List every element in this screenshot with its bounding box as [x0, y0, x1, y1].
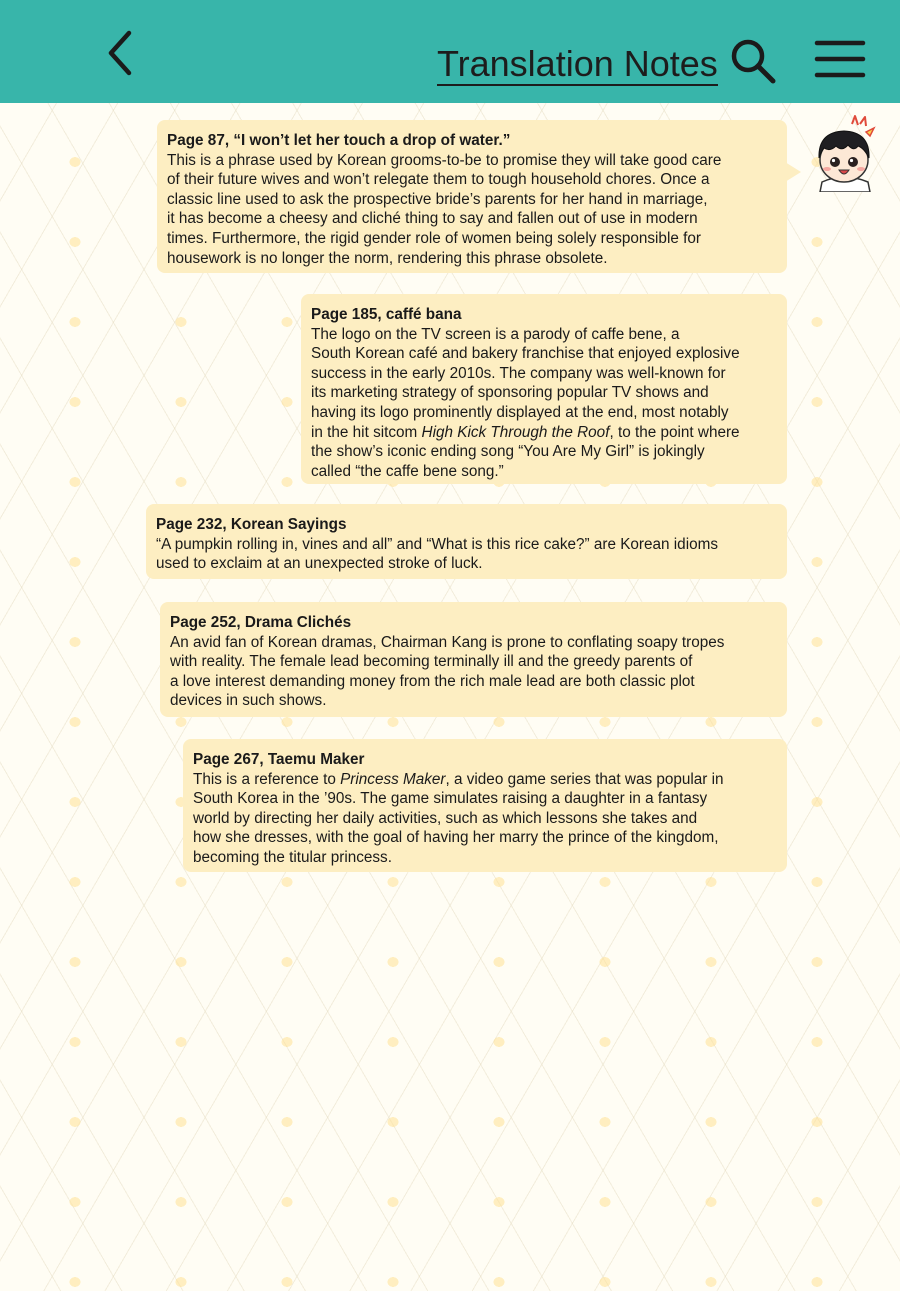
note-line: success in the early 2010s. The company was well-known for [311, 364, 726, 382]
note-line: “A pumpkin rolling in, vines and all” and “What is this rice cake?” are Korean idioms [156, 535, 718, 553]
hamburger-menu-icon [814, 38, 866, 80]
note-heading: Page 252, Drama Clichés [170, 614, 352, 631]
note-text: , a video game series that was popular in [445, 770, 724, 788]
note-line: This is a phrase used by Korean grooms-to-be to promise they will take good care [167, 151, 722, 169]
game-title: Princess Maker [340, 770, 446, 788]
note-card [157, 120, 787, 273]
note-line: South Korean café and bakery franchise that enjoyed explosive [311, 345, 740, 363]
note-line: a love interest demanding money from the rich male lead are both classic plot [170, 672, 695, 690]
header-bar [0, 0, 900, 103]
show-title: High Kick Through the Roof [421, 423, 610, 441]
search-button[interactable] [728, 36, 778, 86]
note-heading: Page 87, “I won’t let her touch a drop of water.” [167, 132, 511, 149]
back-button[interactable] [98, 28, 142, 78]
note-line: it has become a cheesy and cliché thing to say and fallen out of use in modern [167, 210, 698, 228]
note-line: its marketing strategy of sponsoring popular TV shows and [311, 384, 709, 402]
note-heading: Page 185, caffé bana [311, 306, 462, 323]
note-line: called “the caffe bene song.” [311, 462, 504, 480]
menu-button[interactable] [812, 36, 868, 82]
note-line: how she dresses, with the goal of having her marry the prince of the kingdom, [193, 829, 719, 847]
chevron-left-icon [105, 29, 135, 77]
note-line: South Korea in the ’90s. The game simulates raising a daughter in a fantasy [193, 790, 708, 808]
note-text: in the hit sitcom [311, 423, 422, 441]
page-title: Translation Notes [437, 43, 718, 84]
note-line: world by directing her daily activities, such as which lessons she takes and [193, 809, 698, 827]
note-card [146, 504, 787, 579]
note-text: This is a reference to [193, 770, 341, 788]
note-line: The logo on the TV screen is a parody of caffe bene, a [311, 325, 680, 343]
note-line: devices in such shows. [170, 692, 327, 710]
note-card [160, 602, 787, 717]
chibi-character-icon [808, 112, 880, 192]
note-line: housework is no longer the norm, rendering this phrase obsolete. [167, 249, 608, 267]
note-line [193, 770, 777, 790]
note-line: of their future wives and won’t relegate them to tough household chores. Once a [167, 171, 710, 189]
note-line [311, 423, 777, 443]
note-line: becoming the titular princess. [193, 848, 392, 866]
note-line: with reality. The female lead becoming terminally ill and the greedy parents of [170, 653, 693, 671]
note-heading: Page 232, Korean Sayings [156, 516, 347, 533]
note-line: times. Furthermore, the rigid gender role of women being solely responsible for [167, 229, 701, 247]
search-icon [729, 37, 777, 85]
note-line: classic line used to ask the prospective bride’s parents for her hand in marriage, [167, 190, 708, 208]
note-card [301, 294, 787, 484]
note-text: , to the point where [609, 423, 740, 441]
note-heading: Page 267, Taemu Maker [193, 751, 365, 768]
note-line: the show’s iconic ending song “You Are My Girl” is jokingly [311, 443, 705, 461]
note-line: having its logo prominently displayed at the end, most notably [311, 403, 729, 421]
note-card [183, 739, 787, 872]
note-line: used to exclaim at an unexpected stroke of luck. [156, 555, 483, 573]
note-line: An avid fan of Korean dramas, Chairman Kang is prone to conflating soapy tropes [170, 633, 725, 651]
